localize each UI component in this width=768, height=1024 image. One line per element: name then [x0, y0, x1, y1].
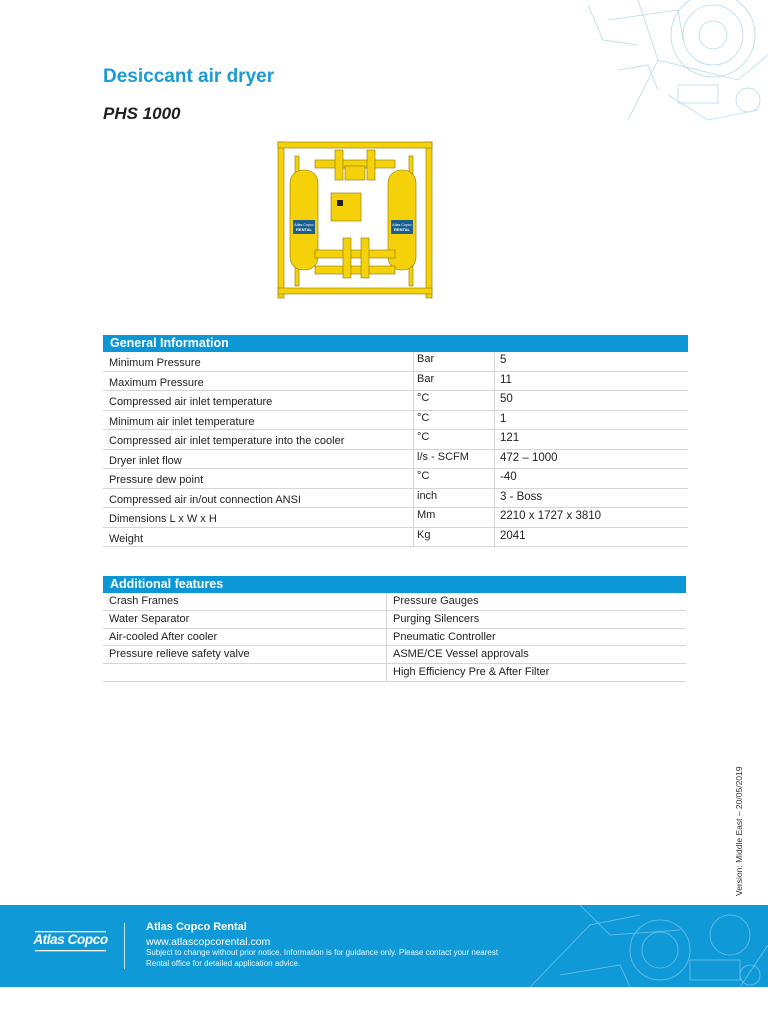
af-cell-left: Pressure relieve safety valve: [109, 648, 250, 661]
table-row: [103, 469, 688, 489]
gi-cell-parameter: Minimum air inlet temperature: [109, 415, 255, 428]
footer-note-line2: Rental office for detailed application advice.: [146, 959, 301, 968]
gi-cell-parameter: Weight: [109, 532, 144, 545]
gi-cell-unit: °C: [413, 411, 494, 430]
general-information-table: [103, 352, 688, 547]
gi-cell-value: 2210 x 1727 x 3810: [494, 508, 688, 527]
blueprint-decoration: [508, 0, 768, 140]
gi-cell-parameter: Compressed air inlet temperature into the cooler: [109, 435, 345, 447]
gi-cell-value: 50: [494, 391, 688, 410]
footer-blueprint-decoration: [330, 905, 768, 987]
table-row: [103, 629, 686, 647]
additional-features-heading: Additional features: [103, 576, 686, 593]
table-row: [103, 611, 686, 629]
gi-cell-parameter: Dimensions L x W x H: [109, 513, 217, 525]
table-row: [103, 489, 688, 509]
af-cell-right: Pressure Gauges: [386, 593, 686, 610]
gi-cell-value: -40: [494, 469, 688, 488]
af-cell-left: Air-cooled After cooler: [109, 630, 218, 643]
table-row: [103, 352, 688, 372]
gi-cell-unit: Bar: [413, 352, 494, 371]
gi-cell-unit: °C: [413, 430, 494, 449]
af-cell-left: Water Separator: [109, 612, 190, 625]
gi-cell-value: 5: [494, 352, 688, 371]
gi-cell-parameter: Compressed air in/out connection ANSI: [109, 493, 301, 506]
af-cell-right: High Efficiency Pre & After Filter: [386, 664, 686, 681]
gi-cell-value: 2041: [494, 528, 688, 547]
dryer-product-image: [275, 138, 435, 300]
gi-cell-parameter: Dryer inlet flow: [109, 454, 182, 467]
af-cell-left: [103, 664, 386, 681]
gi-cell-unit: °C: [413, 469, 494, 488]
gi-cell-parameter: Pressure dew point: [109, 474, 204, 486]
gi-cell-parameter: Minimum Pressure: [109, 357, 201, 369]
gi-cell-unit: °C: [413, 391, 494, 410]
af-cell-right: ASME/CE Vessel approvals: [386, 646, 686, 663]
gi-cell-unit: Kg: [413, 528, 494, 547]
footer-url-link[interactable]: www.atlascopcorental.com: [146, 936, 271, 948]
gi-cell-value: 11: [494, 372, 688, 391]
footer-note-line1: Subject to change without prior notice. Information is for guidance only. Please contact your nearest: [146, 948, 499, 957]
table-row: [103, 528, 688, 548]
af-cell-right: Pneumatic Controller: [386, 629, 686, 646]
table-row: [103, 508, 688, 528]
table-row: [103, 646, 686, 664]
gi-cell-unit: Bar: [413, 372, 494, 391]
rental-label-right: Atlas Copco: [392, 223, 412, 227]
general-information-heading: General Information: [103, 335, 688, 352]
table-row: [103, 372, 688, 392]
gi-cell-value: 121: [494, 430, 688, 449]
gi-cell-parameter: Compressed air inlet temperature: [109, 396, 273, 408]
model-name: PHS 1000: [103, 104, 181, 123]
gi-cell-unit: Mm: [413, 508, 494, 527]
gi-cell-unit: l/s - SCFM: [413, 450, 494, 469]
table-row: [103, 450, 688, 470]
additional-features-table: [103, 593, 686, 682]
page-title: Desiccant air dryer: [103, 66, 275, 87]
gi-cell-value: 1: [494, 411, 688, 430]
footer-banner: [0, 905, 768, 987]
svg-text:RENTAL: RENTAL: [296, 227, 312, 232]
gi-cell-value: 472 – 1000: [494, 450, 688, 469]
table-row: [103, 593, 686, 611]
svg-text:RENTAL: RENTAL: [394, 227, 410, 232]
version-note: Version: Middle East – 20/05/2019: [734, 766, 744, 896]
footer-divider: [124, 923, 125, 969]
table-row: [103, 664, 686, 682]
gi-cell-parameter: Maximum Pressure: [109, 376, 204, 389]
gi-cell-value: 3 - Boss: [494, 489, 688, 508]
table-row: [103, 430, 688, 450]
af-cell-right: Purging Silencers: [386, 611, 686, 628]
table-row: [103, 391, 688, 411]
gi-cell-unit: inch: [413, 489, 494, 508]
atlas-copco-logo: Atlas Copco: [33, 930, 108, 966]
rental-label-left: Atlas Copco: [294, 223, 314, 227]
footer-company: Atlas Copco Rental: [146, 921, 247, 933]
table-row: [103, 411, 688, 431]
af-cell-left: Crash Frames: [109, 595, 179, 607]
